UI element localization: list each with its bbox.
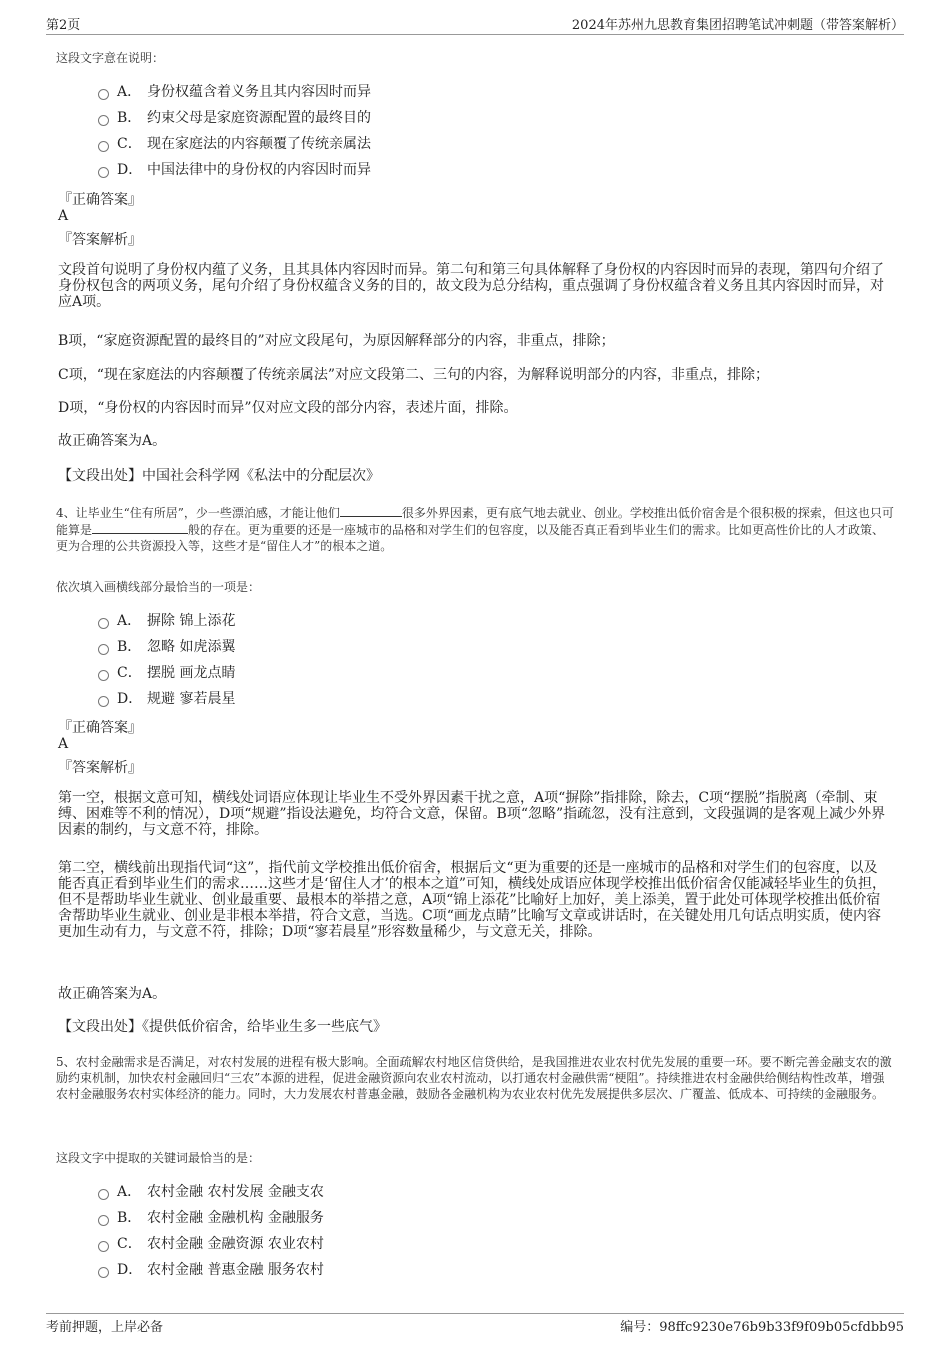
radio-icon[interactable] (98, 1267, 109, 1278)
q4-option-b[interactable]: B． 忽略 如虎添翼 (98, 633, 698, 659)
q5-option-b[interactable]: B． 农村金融 金融机构 金融服务 (98, 1204, 698, 1230)
q4-analysis-3: 故正确答案为A。 (58, 986, 167, 1002)
q4-answer-label: 『正确答案』 (58, 720, 142, 736)
q4-source: 【文段出处】《提供低价宿舍，给毕业生多一些底气》 (58, 1019, 387, 1035)
radio-icon[interactable] (98, 89, 109, 100)
radio-icon[interactable] (98, 1215, 109, 1226)
radio-icon[interactable] (98, 1241, 109, 1252)
q4-answer: A (58, 736, 69, 752)
q3-option-c[interactable]: C． 现在家庭法的内容颠覆了传统亲属法 (98, 130, 698, 156)
radio-icon[interactable] (98, 1189, 109, 1200)
q4-analysis-label: 『答案解析』 (58, 760, 142, 776)
radio-icon[interactable] (98, 167, 109, 178)
q3-answer-label: 『正确答案』 (58, 192, 142, 208)
q3-analysis-label: 『答案解析』 (58, 232, 142, 248)
q5-stem: 5、农村金融需求是否满足，对农村发展的进程有极大影响。全面疏解农村地区信贷供给，是我国推进农业农村优先发展的重要一环。要不断完善金融支农的激励约束机制，加快农村金融回归“三农”本源的进程，促进金融资源向农业农村流动，以打通农村金融供需“梗阻”。持续推进农村金融供给侧结构性改革，增强农村金融服务农村实体经济的能力。同时，大力发展农村普惠金融，鼓励各金融机构为农业农村优先发展提供多层次、广覆盖、低成本、可持续的金融服务。 (56, 1055, 892, 1101)
q4-blank-1 (340, 504, 402, 517)
q3-answer: A (58, 208, 69, 224)
q4-option-d[interactable]: D． 规避 寥若晨星 (98, 685, 698, 711)
q3-option-b[interactable]: B． 约束父母是家庭资源配置的最终目的 (98, 104, 698, 130)
radio-icon[interactable] (98, 141, 109, 152)
footer-slogan: 考前押题，上岸必备 (46, 1320, 164, 1335)
document-title: 2024年苏州九思教育集团招聘笔试冲刺题（带答案解析） (571, 18, 904, 33)
q3-analysis-1: 文段首句说明了身份权内蕴了义务，且其具体内容因时而异。第二句和第三句具体解释了身份权的内容因时而异的表现，第四句介绍了身份权包含的两项义务，尾句介绍了身份权蕴含义务的目的，故文段为总分结构，重点强调了身份权蕴含着义务且其内容因时而异，对应A项。 (58, 262, 884, 310)
document-id: 编号：98ffc9230e76b9b33f9f09b05cfdbb95 (620, 1320, 904, 1335)
q3-analysis-3: C项，“现在家庭法的内容颠覆了传统亲属法”对应文段第二、三句的内容，为解释说明部分的内容，非重点，排除； (58, 367, 770, 383)
q4-option-a[interactable]: A． 摒除 锦上添花 (98, 607, 698, 633)
q3-prompt: 这段文字意在说明： (56, 51, 165, 65)
q4-analysis-1: 第一空，根据文意可知，横线处词语应体现让毕业生不受外界因素干扰之意，A项“摒除”指排除，除去，C项“摆脱”指脱离（牵制、束缚、困难等不利的情况），D项“规避”指设法避免，均符合文意，保留。B项“忽略”指疏忽，没有注意到，文段强调的是客观上减少外界因素的制约，与文意不符，排除。 (58, 790, 886, 838)
q5-option-c[interactable]: C． 农村金融 金融资源 农业农村 (98, 1230, 698, 1256)
q3-analysis-2: B项，“家庭资源配置的最终目的”对应文段尾句，为原因解释部分的内容，非重点，排除； (58, 333, 615, 349)
q3-options (98, 78, 698, 182)
q5-options (98, 1178, 698, 1282)
q3-option-a[interactable]: A． 身份权蕴含着义务且其内容因时而异 (98, 78, 698, 104)
q3-analysis-5: 故正确答案为A。 (58, 433, 167, 449)
radio-icon[interactable] (98, 670, 109, 681)
q3-option-d[interactable]: D． 中国法律中的身份权的内容因时而异 (98, 156, 698, 182)
page-number: 第2页 (46, 18, 81, 33)
page-footer (46, 1313, 904, 1340)
q4-option-c[interactable]: C． 摆脱 画龙点睛 (98, 659, 698, 685)
q4-analysis-2: 第二空，横线前出现指代词“这”，指代前文学校推出低价宿舍，根据后文“更为重要的还是一座城市的品格和对学生们的包容度，以及能否真正看到毕业生们的需求……这些才是‘留住人才’的根本之道”可知，横线处成语应体现学校推出低价宿舍仅能减轻毕业生的负担，但不是帮助毕业生就业、创业最重要、最根本的举措之意，A项“锦上添花”比喻好上加好，美上添美，置于此处可体现学校推出低价宿舍帮助毕业生就业、创业是非根本举措，符合文意，当选。C项“画龙点睛”比喻写文章或讲话时，在关键处用几句话点明实质，使内容更加生动有力，与文意不符，排除；D项“寥若晨星”形容数量稀少，与文意无关，排除。 (58, 860, 887, 940)
q3-source: 【文段出处】中国社会科学网《私法中的分配层次》 (58, 468, 380, 484)
q4-stem: 4、让毕业生“住有所居”，少一些漂泊感，才能让他们 很多外界因素，更有底气地去就业、创业。学校推出低价宿舍是个很积极的探索，但这也只可能算是 般的存在。更为重要的还是一座城市的品格和对学生们的包容度，以及能否真正看到毕业生们的需求。比如更高性价比的人才政策、更为合理的公共资源投入等，这些才是“留住人才”的根本之道。 (56, 506, 894, 553)
q5-option-d[interactable]: D． 农村金融 普惠金融 服务农村 (98, 1256, 698, 1282)
radio-icon[interactable] (98, 115, 109, 126)
page-header (46, 14, 904, 35)
q4-prompt: 依次填入画横线部分最恰当的一项是： (56, 580, 261, 594)
q5-prompt: 这段文字中提取的关键词最恰当的是： (56, 1151, 261, 1165)
radio-icon[interactable] (98, 644, 109, 655)
q4-options (98, 607, 698, 711)
q3-analysis-4: D项，“身份权的内容因时而异”仅对应文段的部分内容，表述片面，排除。 (58, 400, 518, 416)
q5-option-a[interactable]: A． 农村金融 农村发展 金融支农 (98, 1178, 698, 1204)
radio-icon[interactable] (98, 696, 109, 707)
q4-blank-2 (92, 521, 188, 534)
radio-icon[interactable] (98, 618, 109, 629)
